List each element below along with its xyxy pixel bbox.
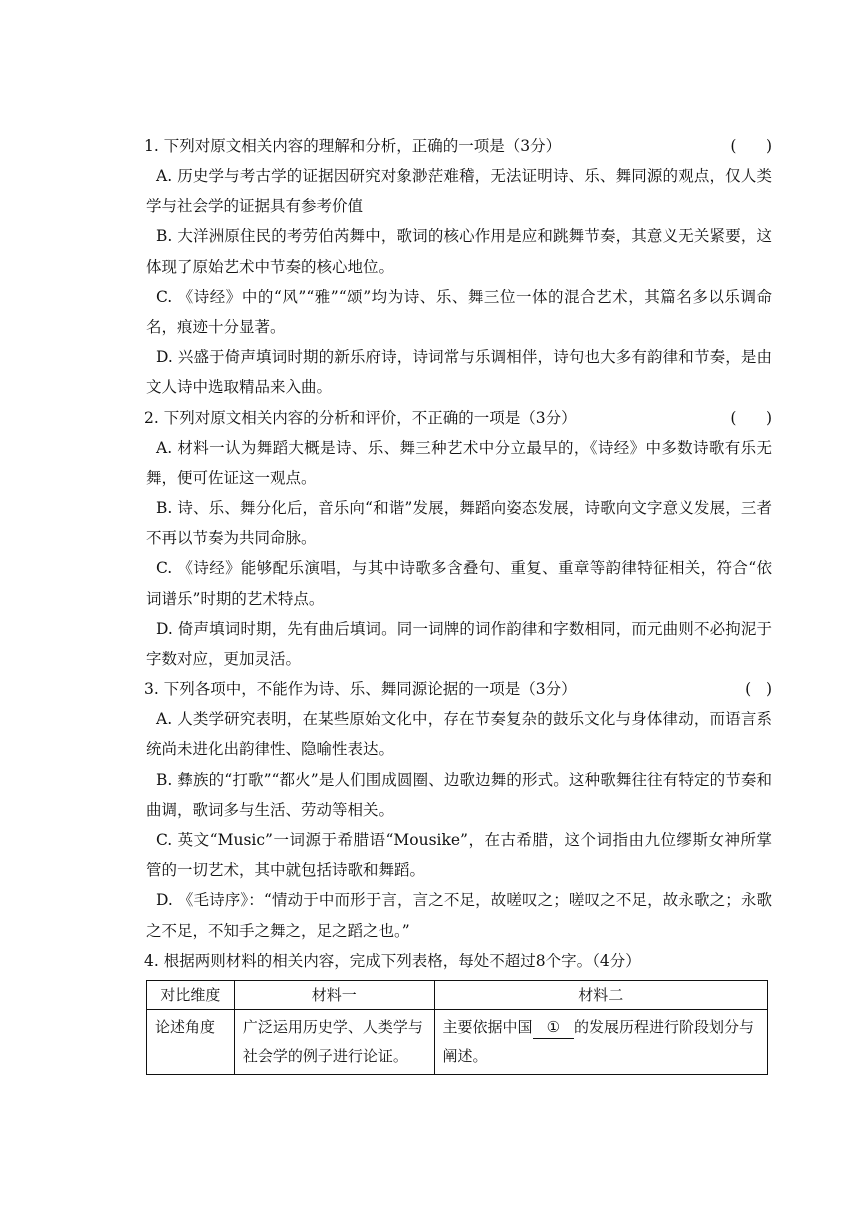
option-b: B. 大洋洲原住民的考劳伯芮舞中，歌词的核心作用是应和跳舞节奏，其意义无关紧要，这体现了原始艺术中节奏的核心地位。 [146, 227, 772, 276]
option-a: A. 材料一认为舞蹈大概是诗、乐、舞三种艺术中分立最早的，《诗经》中多数诗歌有乐无舞，便可佐证这一观点。 [146, 438, 772, 487]
material-2-text-after: 的发展历程进行阶段划分与阐述。 [442, 1017, 755, 1065]
answer-blank[interactable]: ① [533, 1016, 574, 1039]
row-label: 论述角度 [147, 1009, 235, 1074]
table-row [147, 1009, 768, 1074]
question-1-title: 1. 下列对原文相关内容的理解和分析，正确的一项是（3分） [144, 137, 562, 155]
material-1-cell: 广泛运用历史学、人类学与社会学的例子进行论证。 [234, 1009, 434, 1074]
option-c: C. 《诗经》中的“风”“雅”“颂”均为诗、乐、舞三位一体的混合艺术，其篇名多以乐调命名，痕迹十分显著。 [146, 287, 772, 337]
answer-bracket: ( ) [730, 137, 772, 155]
option-a: A. 人类学研究表明，在某些原始文化中，存在节奏复杂的鼓乐文化与身体律动，而语言系统尚未进化出韵律性、隐喻性表达。 [146, 710, 772, 759]
answer-bracket: ( ) [745, 680, 772, 699]
answer-bracket: ( ) [730, 408, 772, 427]
question-4-title: 4. 根据两则材料的相关内容，完成下列表格，每处不超过8个字。（4分） [144, 951, 641, 970]
option-d: D. 兴盛于倚声填词时期的新乐府诗，诗词常与乐调相伴，诗句也大多有韵律和节奏，是由文人诗中选取精品来入曲。 [146, 348, 772, 397]
option-b: B. 诗、乐、舞分化后，音乐向“和谐”发展，舞蹈向姿态发展，诗歌向文字意义发展，三者不再以节奏为共同命脉。 [146, 499, 772, 548]
header-material-2: 材料二 [434, 980, 767, 1009]
option-d: D. 倚声填词时期，先有曲后填词。同一词牌的词作韵律和字数相同，而元曲则不必拘泥于字数对应，更加灵活。 [146, 619, 772, 669]
material-2-cell [434, 1009, 767, 1074]
question-1 [144, 131, 772, 403]
header-material-1: 材料一 [234, 980, 434, 1009]
option-a: A. 历史学与考古学的证据因研究对象渺茫难稽，无法证明诗、乐、舞同源的观点，仅人类学与社会学的证据具有参考价值 [146, 167, 772, 216]
question-2 [144, 403, 772, 675]
header-dimension: 对比维度 [147, 980, 235, 1009]
question-2-title: 2. 下列对原文相关内容的分析和评价，不正确的一项是（3分） [144, 408, 577, 427]
question-3-title: 3. 下列各项中，不能作为诗、乐、舞同源论据的一项是（3分） [144, 680, 577, 699]
option-c: C. 《诗经》能够配乐演唱，与其中诗歌多含叠句、重复、重章等韵律特征相关，符合“依词谱乐”时期的艺术特点。 [146, 559, 772, 608]
table-header-row [147, 980, 768, 1009]
option-b: B. 彝族的“打歌”“都火”是人们围成圆圈、边歌边舞的形式。这种歌舞往往有特定的节奏和曲调，歌词多与生活、劳动等相关。 [146, 770, 772, 819]
material-2-text-before: 主要依据中国 [442, 1017, 533, 1036]
question-4 [144, 946, 772, 1075]
option-d: D. 《毛诗序》：“情动于中而形于言，言之不足，故嗟叹之；嗟叹之不足，故永歌之；永歌之不足，不知手之舞之，足之蹈之也。” [146, 891, 772, 940]
option-c: C. 英文“Music”一词源于希腊语“Mousike”，在古希腊，这个词指由九位缪斯女神所掌管的一切艺术，其中就包括诗歌和舞蹈。 [146, 831, 772, 880]
comparison-table [146, 980, 768, 1075]
question-3 [144, 674, 772, 946]
